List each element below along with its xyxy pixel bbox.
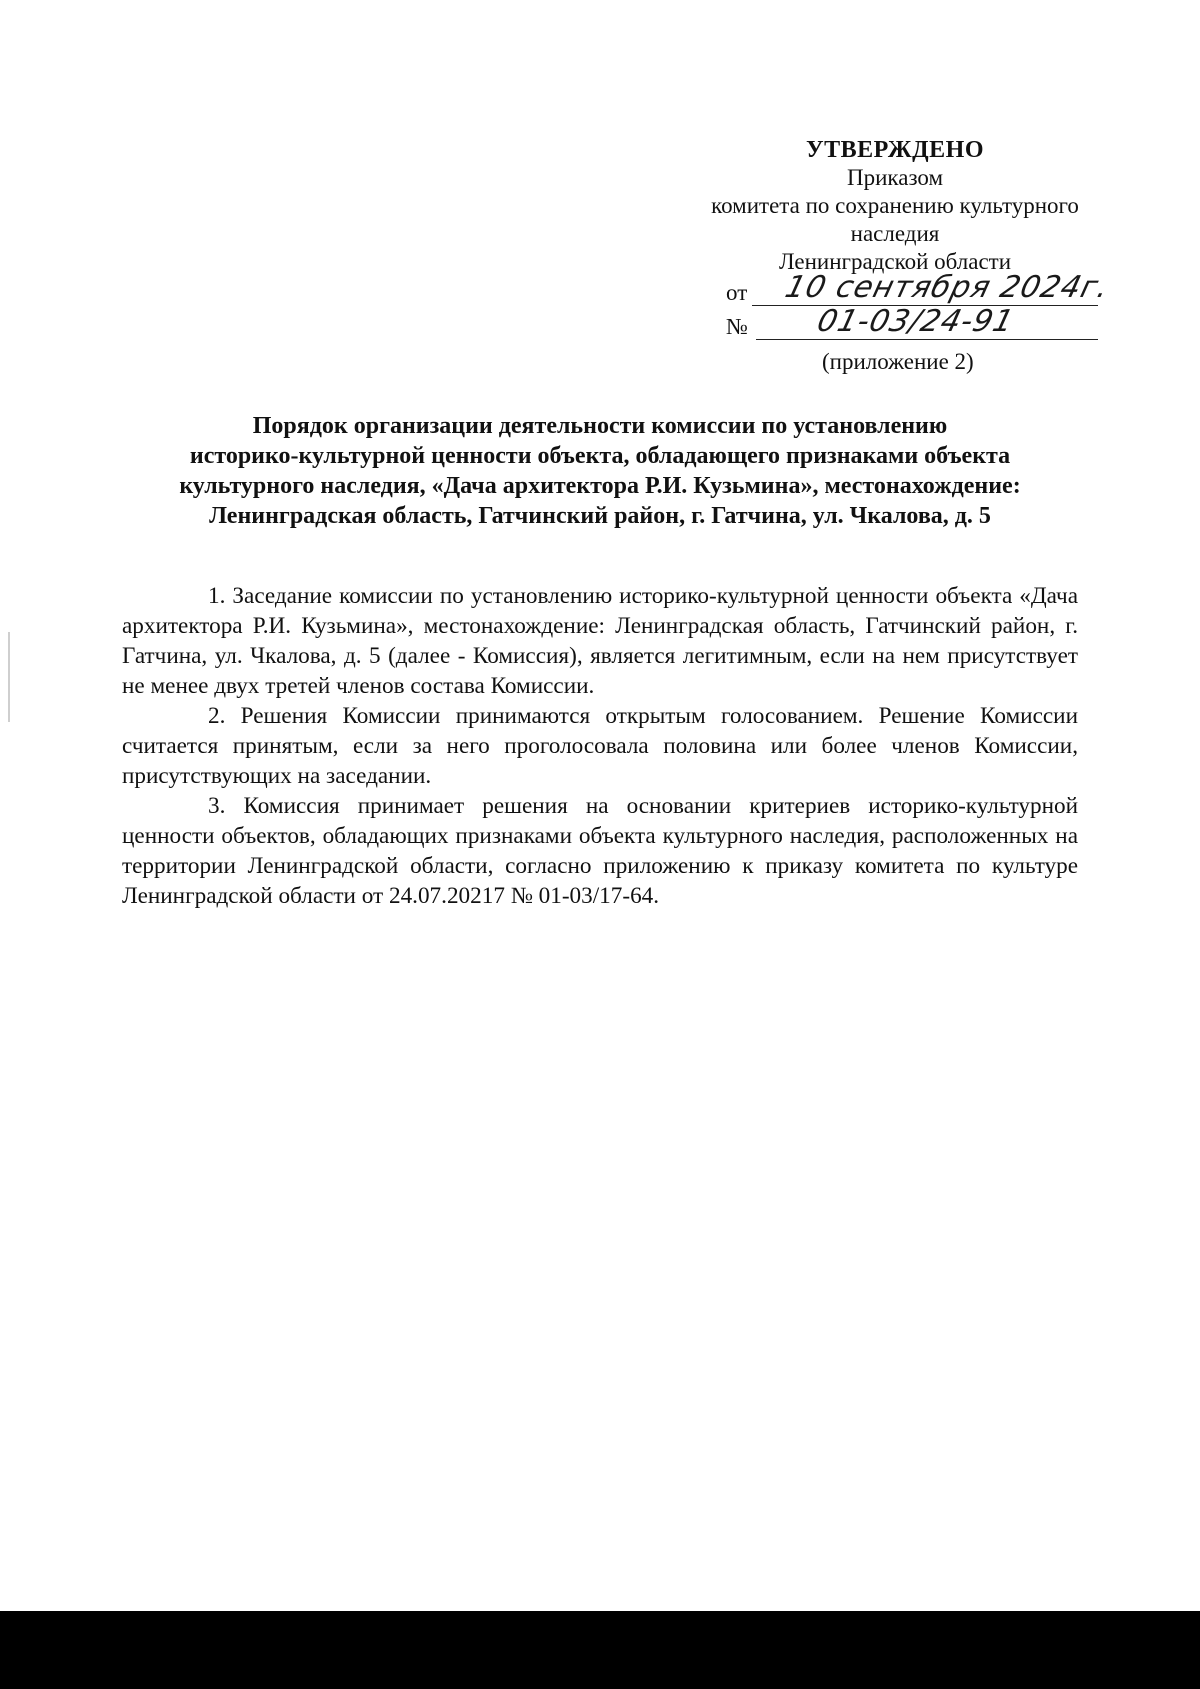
approval-title: УТВЕРЖДЕНО xyxy=(805,137,985,163)
date-handwritten: 10 сентября 2024г. xyxy=(781,270,1113,305)
scan-edge-mark xyxy=(8,632,10,722)
title-line-3: культурного наследия, «Дача архитектора Р.И. Кузьмина», местонахождение: xyxy=(179,473,1021,499)
date-label: от xyxy=(726,280,748,305)
paragraph-2: 2. Решения Комиссии принимаются открытым голосованием. Решение Комиссии считается принятым, если за него проголосовала половина или более членов Комиссии, присутствующих на заседании. xyxy=(122,703,1078,789)
appendix-note: (приложение 2) xyxy=(822,349,974,374)
approval-line-order: Приказом xyxy=(846,165,944,190)
approval-line-region: Ленинградской области xyxy=(778,249,1012,274)
number-handwritten: 01-03/24-91 xyxy=(813,304,1018,339)
paragraph-1: 1. Заседание комиссии по установлению историко-культурной ценности объекта «Дача архитектора Р.И. Кузьмина», местонахождение: Ленинградская область, Гатчинский район, г. Гатчина, ул. Чкалова, д. 5 (далее - Комиссия), является легитимным, если на нем присутствует не менее двух третей членов состава Комиссии. xyxy=(122,583,1078,699)
title-line-1: Порядок организации деятельности комиссии по установлению xyxy=(252,413,948,439)
document-body xyxy=(122,581,1078,911)
paragraph-3: 3. Комиссия принимает решения на основании критериев историко-культурной ценности объектов, обладающих признаками объекта культурного наследия, расположенных на территории Ленинградской области, согласно приложению к приказу комитета по культуре Ленинградской области от 24.07.20217 № 01-03/17-64. xyxy=(122,793,1078,909)
approval-block xyxy=(660,136,1130,276)
title-line-4: Ленинградская область, Гатчинский район, г. Гатчина, ул. Чкалова, д. 5 xyxy=(209,503,991,529)
number-label: № xyxy=(726,314,748,339)
number-underline xyxy=(756,339,1098,340)
number-field xyxy=(726,304,1106,344)
approval-line-committee: комитета по сохранению культурного xyxy=(711,193,1079,218)
approval-line-heritage: наследия xyxy=(850,221,940,246)
title-line-2: историко-культурной ценности объекта, обладающего признаками объекта xyxy=(189,443,1011,469)
document-title xyxy=(130,411,1070,531)
scan-bottom-band xyxy=(0,1611,1200,1689)
